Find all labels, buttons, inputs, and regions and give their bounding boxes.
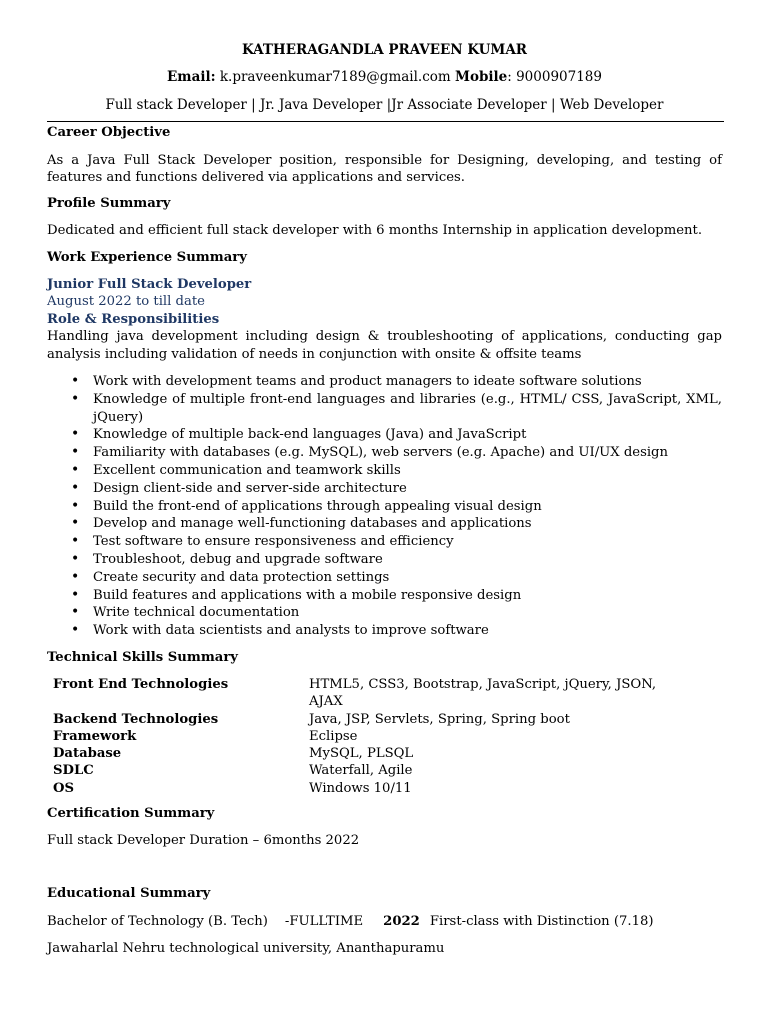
certification-heading: Certification Summary <box>47 806 215 821</box>
list-item: • Excellent communication and teamwork skills <box>47 462 722 480</box>
degree-mode: -FULLTIME <box>284 913 364 929</box>
technical-skills-section <box>47 649 722 667</box>
table-row <box>53 676 693 711</box>
skill-value: Windows 10/11 <box>309 780 412 796</box>
responsibilities-intro: Handling java development including design & troubleshooting of applications, conducting gap analysis including validation of needs in conjunction with onsite & offsite teams <box>47 329 722 362</box>
education-heading: Educational Summary <box>47 886 211 901</box>
job-titles: Full stack Developer | Jr. Java Developer |Jr Associate Developer | Web Developer <box>105 97 664 113</box>
candidate-name: KATHERAGANDLA PRAVEEN KUMAR <box>241 42 528 58</box>
job-period: August 2022 to till date <box>47 294 205 309</box>
mobile-label: Mobile <box>455 69 508 85</box>
skill-key: Front End Technologies <box>53 677 229 692</box>
profile-summary-section <box>47 195 722 239</box>
responsibilities-heading: Role & Responsibilities <box>47 311 220 327</box>
table-row <box>53 745 693 762</box>
work-experience-heading: Work Experience Summary <box>47 250 247 265</box>
list-item: • Knowledge of multiple back-end languages (Java) and JavaScript <box>47 426 722 444</box>
list-item: • Knowledge of multiple front-end languages and libraries (e.g., HTML/ CSS, JavaScript, XML, jQuery) <box>47 391 722 427</box>
list-item: • Work with data scientists and analysts to improve software <box>47 622 722 640</box>
profile-summary-text: Dedicated and efficient full stack developer with 6 months Internship in application development. <box>47 222 703 238</box>
list-item: • Troubleshoot, debug and upgrade software <box>47 551 722 569</box>
skill-value: Waterfall, Agile <box>309 763 413 779</box>
career-objective-section <box>47 124 722 187</box>
degree-result: First-class with Distinction (7.18) <box>429 913 654 929</box>
work-experience-section <box>47 249 722 640</box>
certification-text: Full stack Developer Duration – 6months 2022 <box>47 832 360 848</box>
email-value: k.praveenkumar7189@gmail.com <box>215 69 456 85</box>
skill-key: Database <box>53 746 122 762</box>
career-objective-text: As a Java Full Stack Developer position, responsible for Designing, developing, and testing of features and functions delivered via applications and services. <box>47 152 722 185</box>
skill-key: Framework <box>53 728 137 744</box>
responsibilities-list <box>47 373 722 640</box>
list-item: • Build the front-end of applications through appealing visual design <box>47 498 722 516</box>
list-item: • Familiarity with databases (e.g. MySQL), web servers (e.g. Apache) and UI/UX design <box>47 444 722 462</box>
table-row <box>53 762 693 779</box>
email-label: Email: <box>167 69 216 85</box>
skills-table <box>53 676 693 797</box>
degree-name: Bachelor of Technology (B. Tech) <box>47 913 268 929</box>
list-item: • Develop and manage well-functioning databases and applications <box>47 515 722 533</box>
skill-key: SDLC <box>53 763 94 779</box>
university-name: Jawaharlal Nehru technological university, Ananthapuramu <box>47 941 445 956</box>
degree-year: 2022 <box>383 913 420 929</box>
skill-key: OS <box>53 780 75 796</box>
table-row <box>53 728 693 745</box>
list-item: • Design client-side and server-side architecture <box>47 480 722 498</box>
skill-value: Eclipse <box>309 728 358 744</box>
list-item: • Create security and data protection settings <box>47 569 722 587</box>
skill-value: Java, JSP, Servlets, Spring, Spring boot <box>309 711 570 727</box>
table-row <box>53 780 693 797</box>
header-divider <box>47 121 724 122</box>
table-row <box>53 711 693 728</box>
mobile-value: : 9000907189 <box>507 69 602 85</box>
education-section <box>47 885 722 958</box>
education-degree-row <box>47 913 722 931</box>
list-item: • Build features and applications with a mobile responsive design <box>47 587 722 605</box>
list-item: • Write technical documentation <box>47 604 722 622</box>
skill-value: MySQL, PLSQL <box>309 746 414 762</box>
list-item: • Test software to ensure responsiveness and efficiency <box>47 533 722 551</box>
skill-value: HTML5, CSS3, Bootstrap, JavaScript, jQuery, JSON, AJAX <box>309 677 657 710</box>
profile-summary-heading: Profile Summary <box>47 196 171 211</box>
list-item: • Work with development teams and product managers to ideate software solutions <box>47 373 722 391</box>
contact-line <box>47 69 722 87</box>
skill-key: Backend Technologies <box>53 711 219 727</box>
technical-skills-heading: Technical Skills Summary <box>47 650 238 665</box>
career-objective-heading: Career Objective <box>47 125 171 140</box>
certification-section <box>47 805 722 849</box>
job-role: Junior Full Stack Developer <box>47 276 252 292</box>
